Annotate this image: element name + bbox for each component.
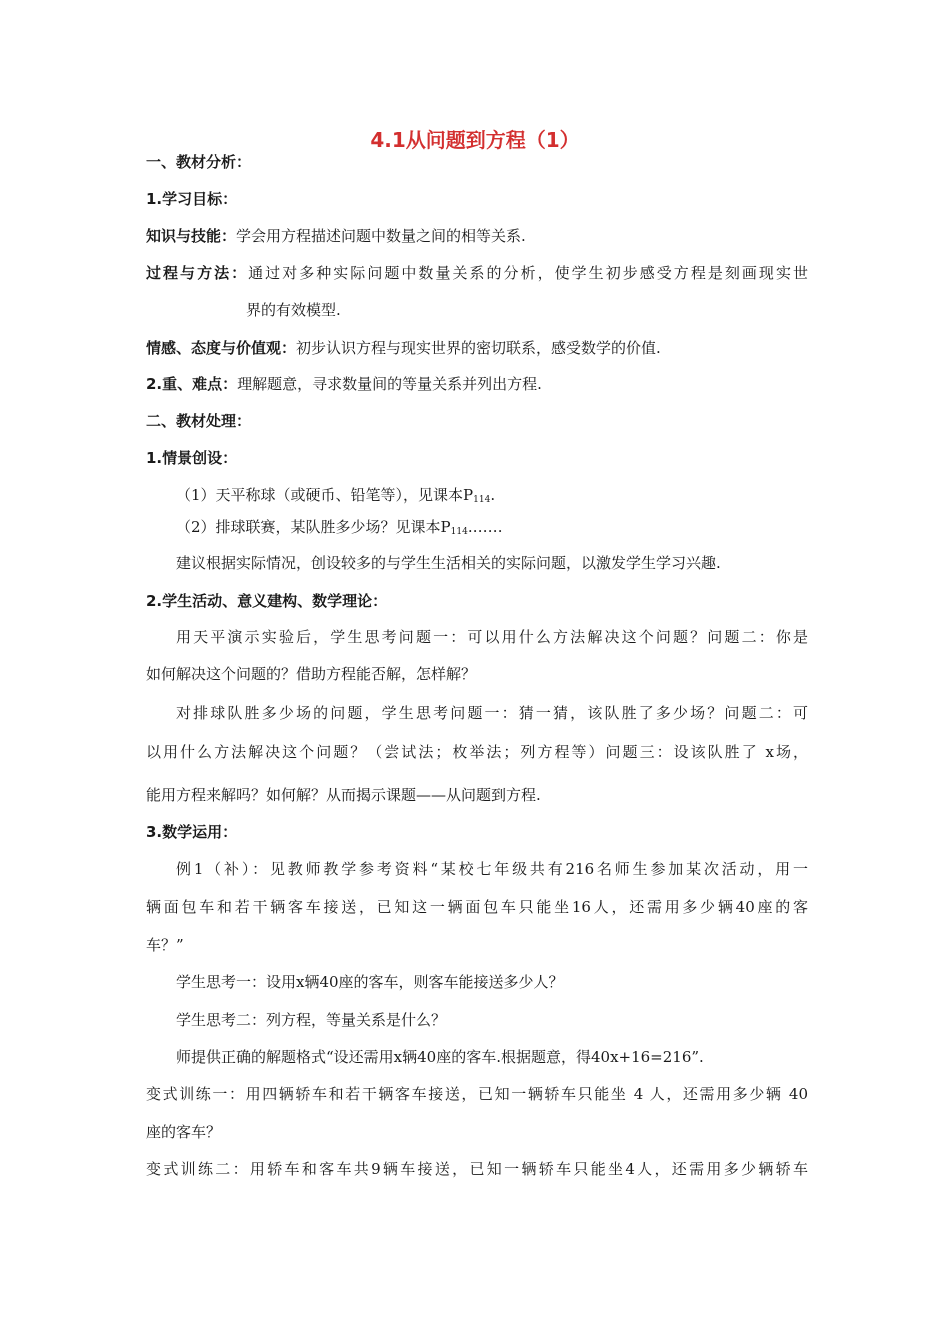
process-label: 过程与方法： [146,264,249,282]
section-heading-1: 一、教材分析： [146,153,252,171]
emotion-text: 初步认识方程与现实世界的密切联系，感受数学的价值. [296,339,661,357]
key-difficulty-line [146,374,542,394]
activity-para-2-line-3: 能用方程来解吗？如何解？从而揭示课题——从问题到方程. [146,786,541,804]
student-think-2: 学生思考二：列方程，等量关系是什么？ [176,1011,447,1029]
emotion-line [146,338,661,358]
key-text: 理解题意，寻求数量间的等量关系并列出方程. [237,375,542,393]
teacher-format: 师提供正确的解题格式“设还需用x辆40座的客车.根据题意，得40x+16=216”. [176,1048,704,1066]
scene-suggestion: 建议根据实际情况，创设较多的与学生生活相关的实际问题，以激发学生学习兴趣. [176,554,721,572]
variant-1-line-2: 座的客车？ [146,1123,222,1141]
activity-para-1-line-2: 如何解决这个问题的？借助方程能否解，怎样解？ [146,665,477,683]
apply-heading: 3.数学运用： [146,823,238,841]
emotion-label: 情感、态度与价值观： [146,339,297,357]
student-think-1: 学生思考一：设用x辆40座的客车，则客车能接送多少人？ [176,973,564,991]
scene-heading: 1.情景创设： [146,449,238,467]
example-line-1: 例1（补）：见教师教学参考资料“某校七年级共有216名师生参加某次活动，用一 [176,860,808,878]
process-text-2: 界的有效模型. [246,301,341,319]
variant-2-line-1: 变式训练二：用轿车和客车共9辆车接送，已知一辆轿车只能坐4人，还需用多少辆轿车 [146,1160,808,1178]
knowledge-text: 学会用方程描述问题中数量之间的相等关系. [236,227,526,245]
learning-goal-heading: 1.学习目标： [146,190,238,208]
scene-item-2: （2）排球联赛，某队胜多少场？见课本$P_{114}.\dots\dots$ [176,518,503,537]
process-method-line [146,263,808,283]
activity-heading: 2.学生活动、意义建构、数学理论： [146,592,388,610]
example-line-2: 辆面包车和若干辆客车接送，已知这一辆面包车只能坐16人，还需用多少辆40座的客 [146,898,808,916]
knowledge-skill-line [146,226,526,246]
section-heading-2: 二、教材处理： [146,412,252,430]
page-title: 4.1从问题到方程（1） [370,128,580,152]
key-label: 2.重、难点： [146,375,238,393]
scene-item-1: （1）天平称球（或硬币、铅笔等），见课本$P_{114}$. [176,486,496,505]
knowledge-label: 知识与技能： [146,227,237,245]
example-line-3: 车？” [146,936,184,954]
process-text-1: 通过对多种实际问题中数量关系的分析，使学生初步感受方程是刻画现实世 [248,264,808,282]
variant-1-line-1: 变式训练一：用四辆轿车和若干辆客车接送，已知一辆轿车只能坐 4 人，还需用多少辆 40 [146,1085,808,1103]
activity-para-2-line-1: 对排球队胜多少场的问题，学生思考问题一：猜一猜，该队胜了多少场？问题二：可 [176,704,808,722]
activity-para-2-line-2: 以用什么方法解决这个问题？（尝试法；枚举法；列方程等）问题三：设该队胜了 x场， [146,743,808,761]
activity-para-1-line-1: 用天平演示实验后，学生思考问题一：可以用什么方法解决这个问题？问题二：你是 [176,628,808,646]
